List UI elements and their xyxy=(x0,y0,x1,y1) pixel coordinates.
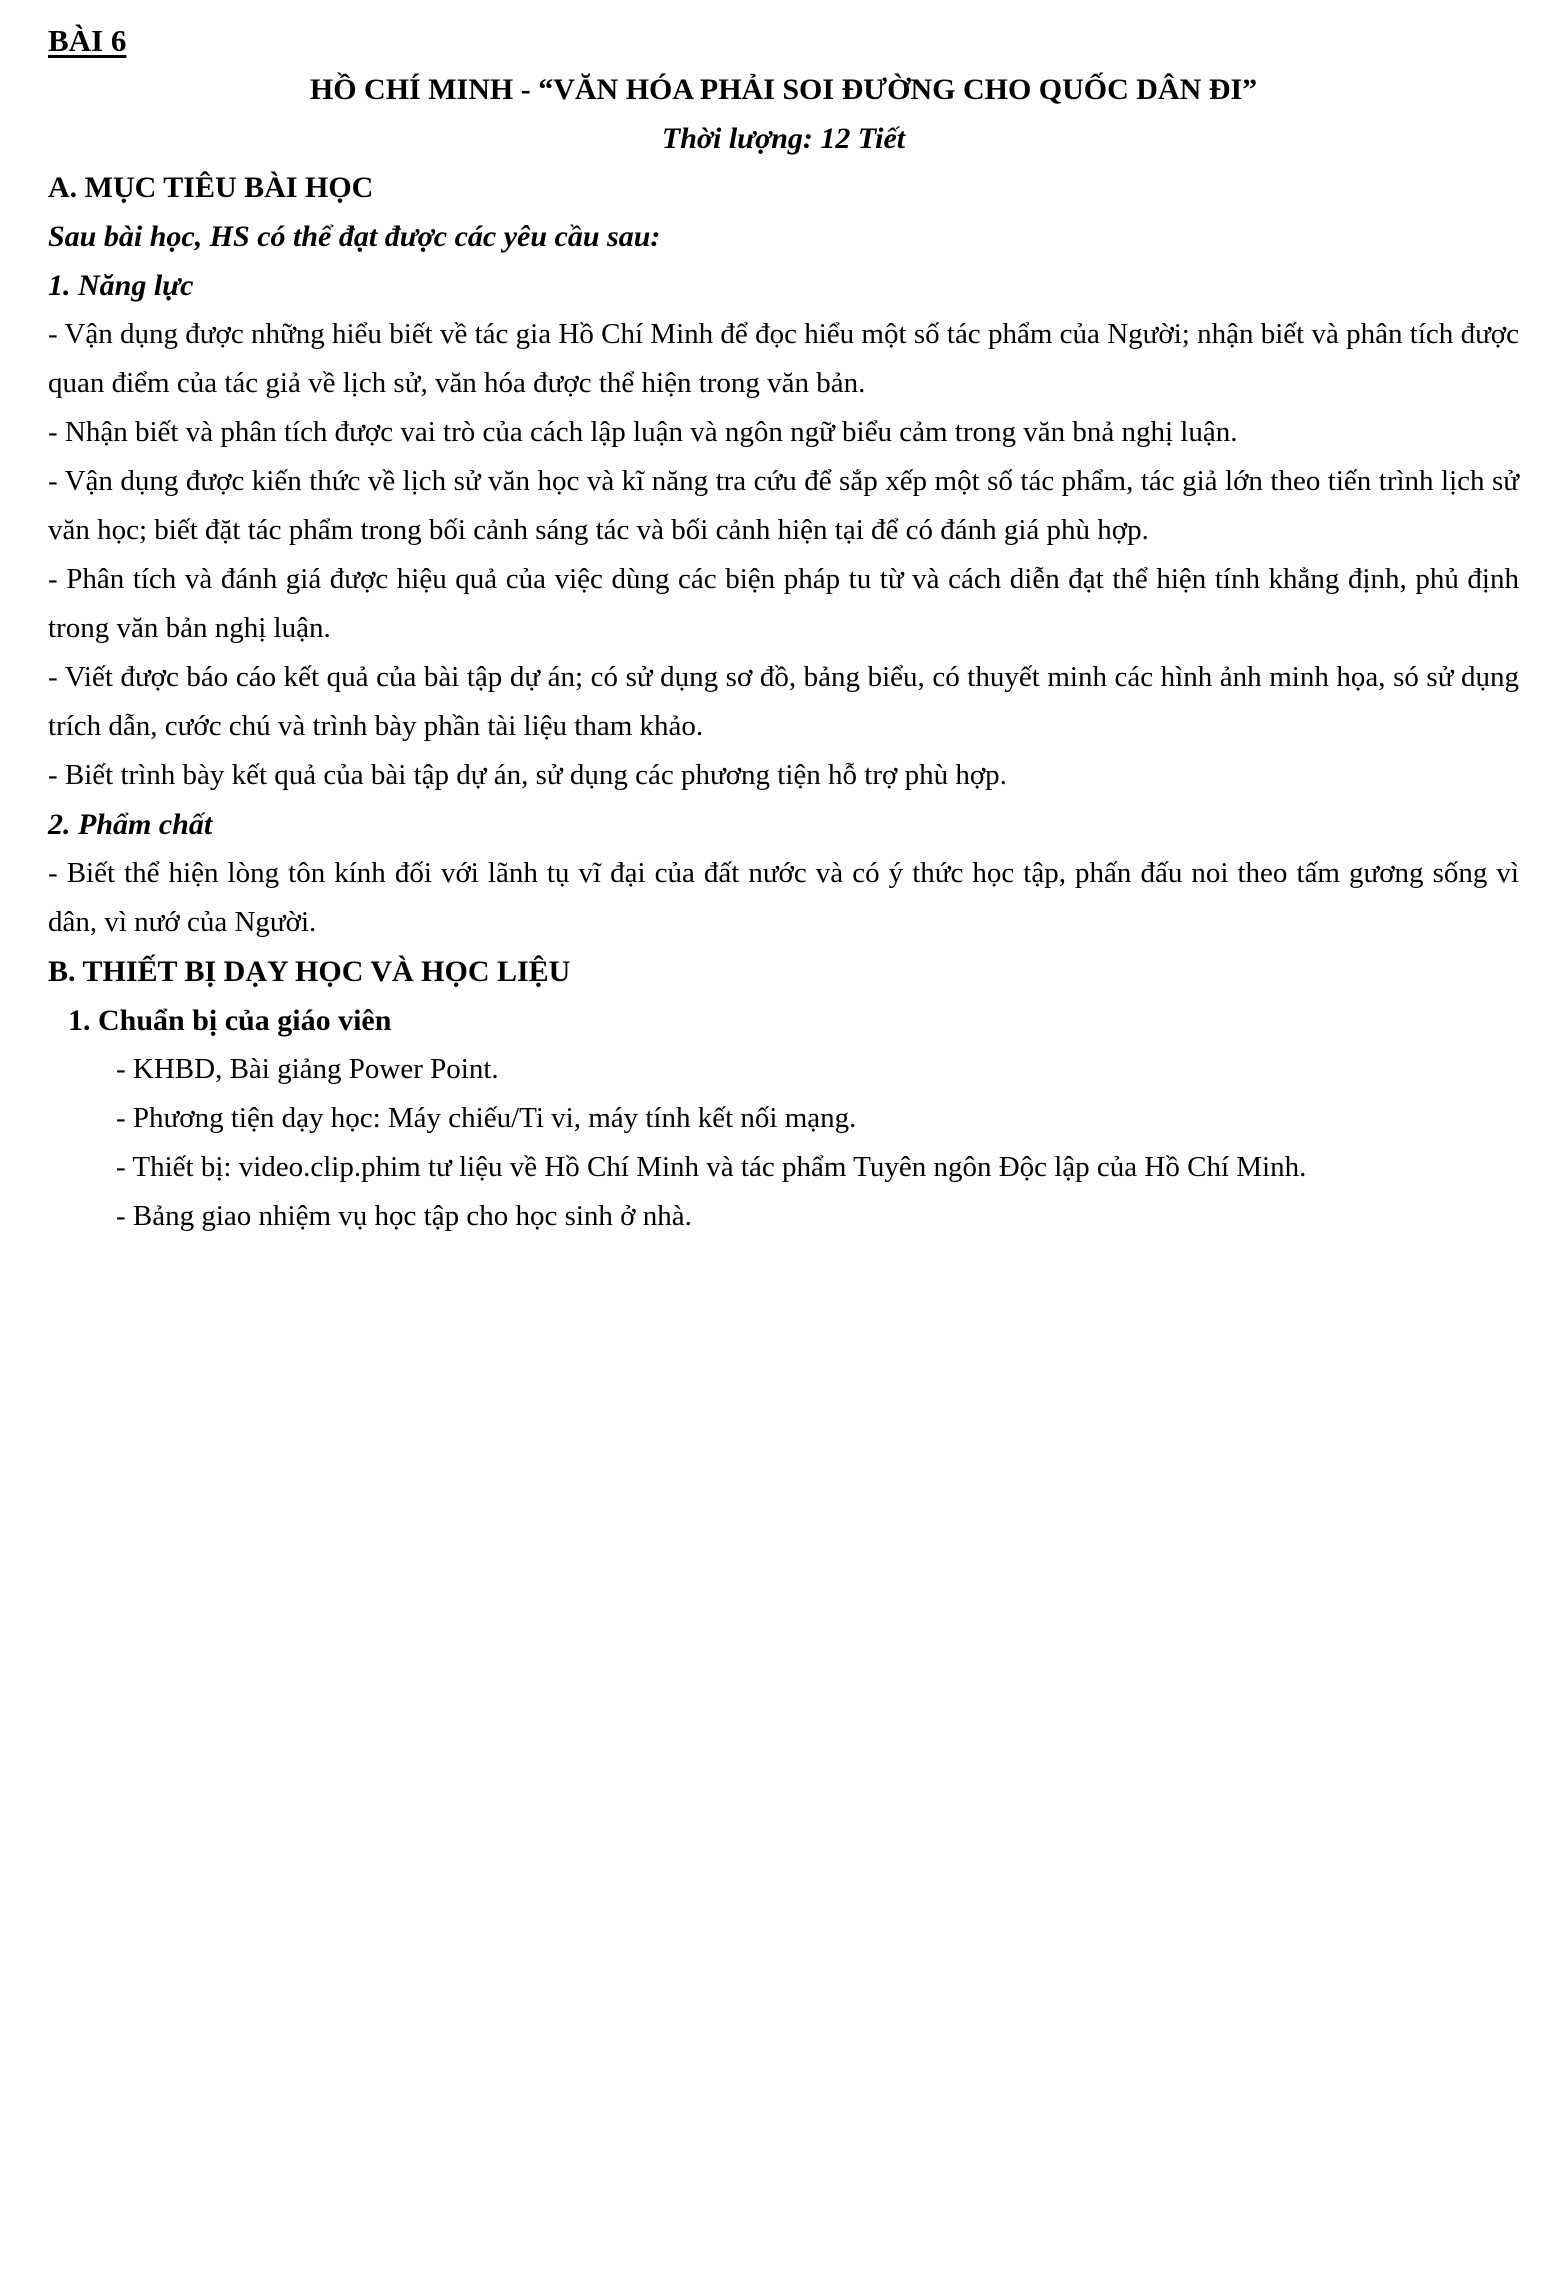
quality-item: - Biết thể hiện lòng tôn kính đối với lãnh tụ vĩ đại của đất nước và có ý thức học tập, phấn đấu noi theo tấm gương sống vì dân, vì nướ của Người. xyxy=(48,857,1519,938)
competence-item: - Biết trình bày kết quả của bài tập dự án, sử dụng các phương tiện hỗ trợ phù hợp. xyxy=(48,759,1007,791)
subsection-quality-heading: 2. Phẩm chất xyxy=(48,808,213,841)
teacher-prep-item: - Thiết bị: video.clip.phim tư liệu về Hồ Chí Minh và tác phẩm Tuyên ngôn Độc lập của Hồ Chí Minh. xyxy=(116,1151,1307,1183)
teacher-prep-item: - Bảng giao nhiệm vụ học tập cho học sinh ở nhà. xyxy=(116,1200,692,1232)
competence-item: - Viết được báo cáo kết quả của bài tập dự án; có sử dụng sơ đồ, bảng biểu, có thuyết minh các hình ảnh minh họa, só sử dụng trích dẫn, cước chú và trình bày phần tài liệu tham khảo. xyxy=(48,661,1519,742)
teacher-prep-item: - Phương tiện dạy học: Máy chiếu/Ti vi, máy tính kết nối mạng. xyxy=(116,1102,857,1134)
competence-item: - Phân tích và đánh giá được hiệu quả của việc dùng các biện pháp tu từ và cách diễn đạt thể hiện tính khẳng định, phủ định trong văn bản nghị luận. xyxy=(48,563,1519,644)
subsection-teacher-prep-heading: 1. Chuẩn bị của giáo viên xyxy=(68,1004,392,1037)
lesson-number: BÀI 6 xyxy=(48,23,127,58)
section-a-heading: A. MỤC TIÊU BÀI HỌC xyxy=(48,171,374,204)
section-b-heading: B. THIẾT BỊ DẠY HỌC VÀ HỌC LIỆU xyxy=(48,955,571,988)
subsection-competence-heading: 1. Năng lực xyxy=(48,269,194,302)
lesson-title: HỒ CHÍ MINH - “VĂN HÓA PHẢI SOI ĐƯỜNG CHO QUỐC DÂN ĐI” xyxy=(309,73,1258,106)
competence-item: - Vận dụng được kiến thức về lịch sử văn học và kĩ năng tra cứu để sắp xếp một số tác phẩm, tác giả lớn theo tiến trình lịch sử văn học; biết đặt tác phẩm trong bối cảnh sáng tác và bối cảnh hiện tại để có đánh giá phù hợp. xyxy=(48,465,1519,546)
lesson-duration: Thời lượng: 12 Tiết xyxy=(661,122,906,155)
competence-item: - Vận dụng được những hiểu biết về tác gia Hồ Chí Minh để đọc hiểu một số tác phẩm của Người; nhận biết và phân tích được quan điểm của tác giả về lịch sử, văn hóa được thể hiện trong văn bản. xyxy=(48,318,1519,399)
section-a-intro: Sau bài học, HS có thể đạt được các yêu cầu sau: xyxy=(48,220,661,253)
competence-item: - Nhận biết và phân tích được vai trò của cách lập luận và ngôn ngữ biểu cảm trong văn bnả nghị luận. xyxy=(48,416,1238,448)
teacher-prep-item: - KHBD, Bài giảng Power Point. xyxy=(116,1053,499,1085)
